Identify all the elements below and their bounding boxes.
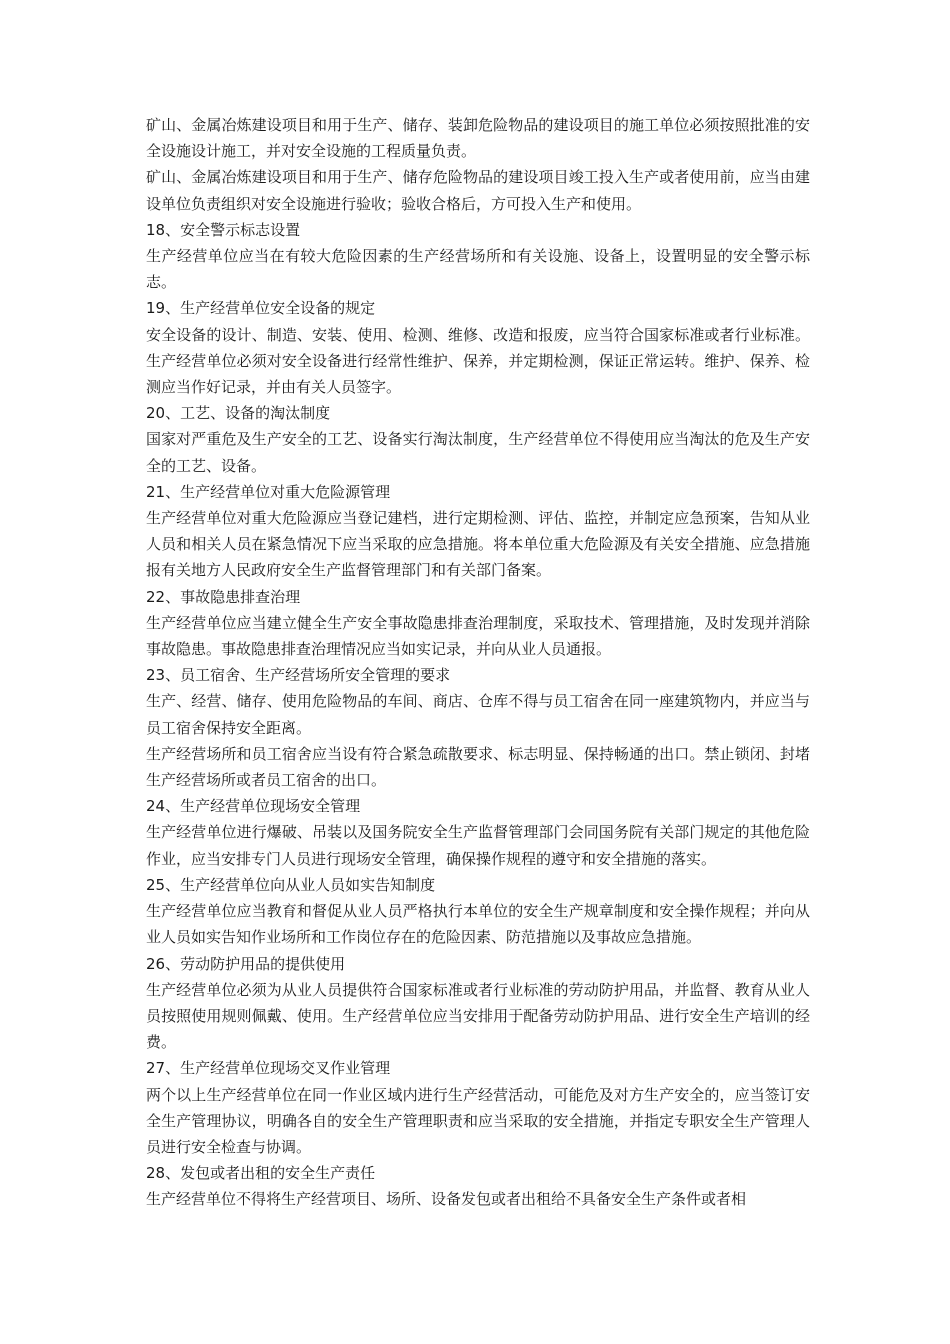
paragraph: 安全设备的设计、制造、安装、使用、检测、维修、改造和报废，应当符合国家标准或者行业标准。生产经营单位必须对安全设备进行经常性维护、保养，并定期检测，保证正常运转。维护、保养、检测应当作好记录，并由有关人员签字。 — [146, 325, 810, 397]
paragraph: 生产经营单位应当在有较大危险因素的生产经营场所和有关设施、设备上，设置明显的安全警示标志。 — [146, 247, 810, 292]
section-heading: 23、员工宿舍、生产经营场所安全管理的要求 — [146, 666, 451, 685]
paragraph: 生产经营单位进行爆破、吊装以及国务院安全生产监督管理部门会同国务院有关部门规定的其他危险作业，应当安排专门人员进行现场安全管理，确保操作规程的遵守和安全措施的落实。 — [146, 823, 810, 868]
document-page — [146, 112, 810, 1213]
paragraph: 生产经营单位必须为从业人员提供符合国家标准或者行业标准的劳动防护用品，并监督、教育从业人员按照使用规则佩戴、使用。生产经营单位应当安排用于配备劳动防护用品、进行安全生产培训的经费。 — [146, 980, 810, 1052]
section-heading: 24、生产经营单位现场安全管理 — [146, 797, 361, 816]
section-heading: 22、事故隐患排查治理 — [146, 587, 301, 606]
paragraph: 生产经营场所和员工宿舍应当设有符合紧急疏散要求、标志明显、保持畅通的出口。禁止锁闭、封堵生产经营场所或者员工宿舍的出口。 — [146, 744, 810, 790]
paragraph: 生产经营单位应当教育和督促从业人员严格执行本单位的安全生产规章制度和安全操作规程；并向从业人员如实告知作业场所和工作岗位存在的危险因素、防范措施以及事故应急措施。 — [146, 902, 810, 947]
section-heading: 25、生产经营单位向从业人员如实告知制度 — [146, 875, 436, 894]
section-heading: 26、劳动防护用品的提供使用 — [146, 954, 346, 973]
paragraph: 两个以上生产经营单位在同一作业区域内进行生产经营活动，可能危及对方生产安全的，应当签订安全生产管理协议，明确各自的安全生产管理职责和应当采取的安全措施，并指定专职安全生产管理人员进行安全检查与协调。 — [146, 1085, 810, 1156]
section-heading: 20、工艺、设备的淘汰制度 — [146, 404, 331, 423]
section-heading: 27、生产经营单位现场交叉作业管理 — [146, 1059, 391, 1078]
section-heading: 21、生产经营单位对重大危险源管理 — [146, 482, 391, 501]
paragraph: 生产经营单位对重大危险源应当登记建档，进行定期检测、评估、监控，并制定应急预案，告知从业人员和相关人员在紧急情况下应当采取的应急措施。将本单位重大危险源及有关安全措施、应急措施报有关地方人民政府安全生产监督管理部门和有关部门备案。 — [146, 509, 810, 580]
paragraph: 国家对严重危及生产安全的工艺、设备实行淘汰制度，生产经营单位不得使用应当淘汰的危及生产安全的工艺、设备。 — [146, 430, 810, 475]
section-heading: 28、发包或者出租的安全生产责任 — [146, 1164, 376, 1183]
paragraph: 生产、经营、储存、使用危险物品的车间、商店、仓库不得与员工宿舍在同一座建筑物内，并应当与员工宿舍保持安全距离。 — [146, 692, 810, 737]
section-heading: 19、生产经营单位安全设备的规定 — [146, 299, 376, 318]
paragraph: 生产经营单位应当建立健全生产安全事故隐患排查治理制度，采取技术、管理措施，及时发现并消除事故隐患。事故隐患排查治理情况应当如实记录，并向从业人员通报。 — [146, 613, 810, 659]
paragraph: 生产经营单位不得将生产经营项目、场所、设备发包或者出租给不具备安全生产条件或者相 — [146, 1190, 747, 1209]
paragraph: 矿山、金属冶炼建设项目和用于生产、储存危险物品的建设项目竣工投入生产或者使用前，应当由建设单位负责组织对安全设施进行验收；验收合格后，方可投入生产和使用。 — [146, 168, 810, 213]
paragraph: 矿山、金属冶炼建设项目和用于生产、储存、装卸危险物品的建设项目的施工单位必须按照批准的安全设施设计施工，并对安全设施的工程质量负责。 — [146, 116, 810, 161]
section-heading: 18、安全警示标志设置 — [146, 220, 301, 239]
